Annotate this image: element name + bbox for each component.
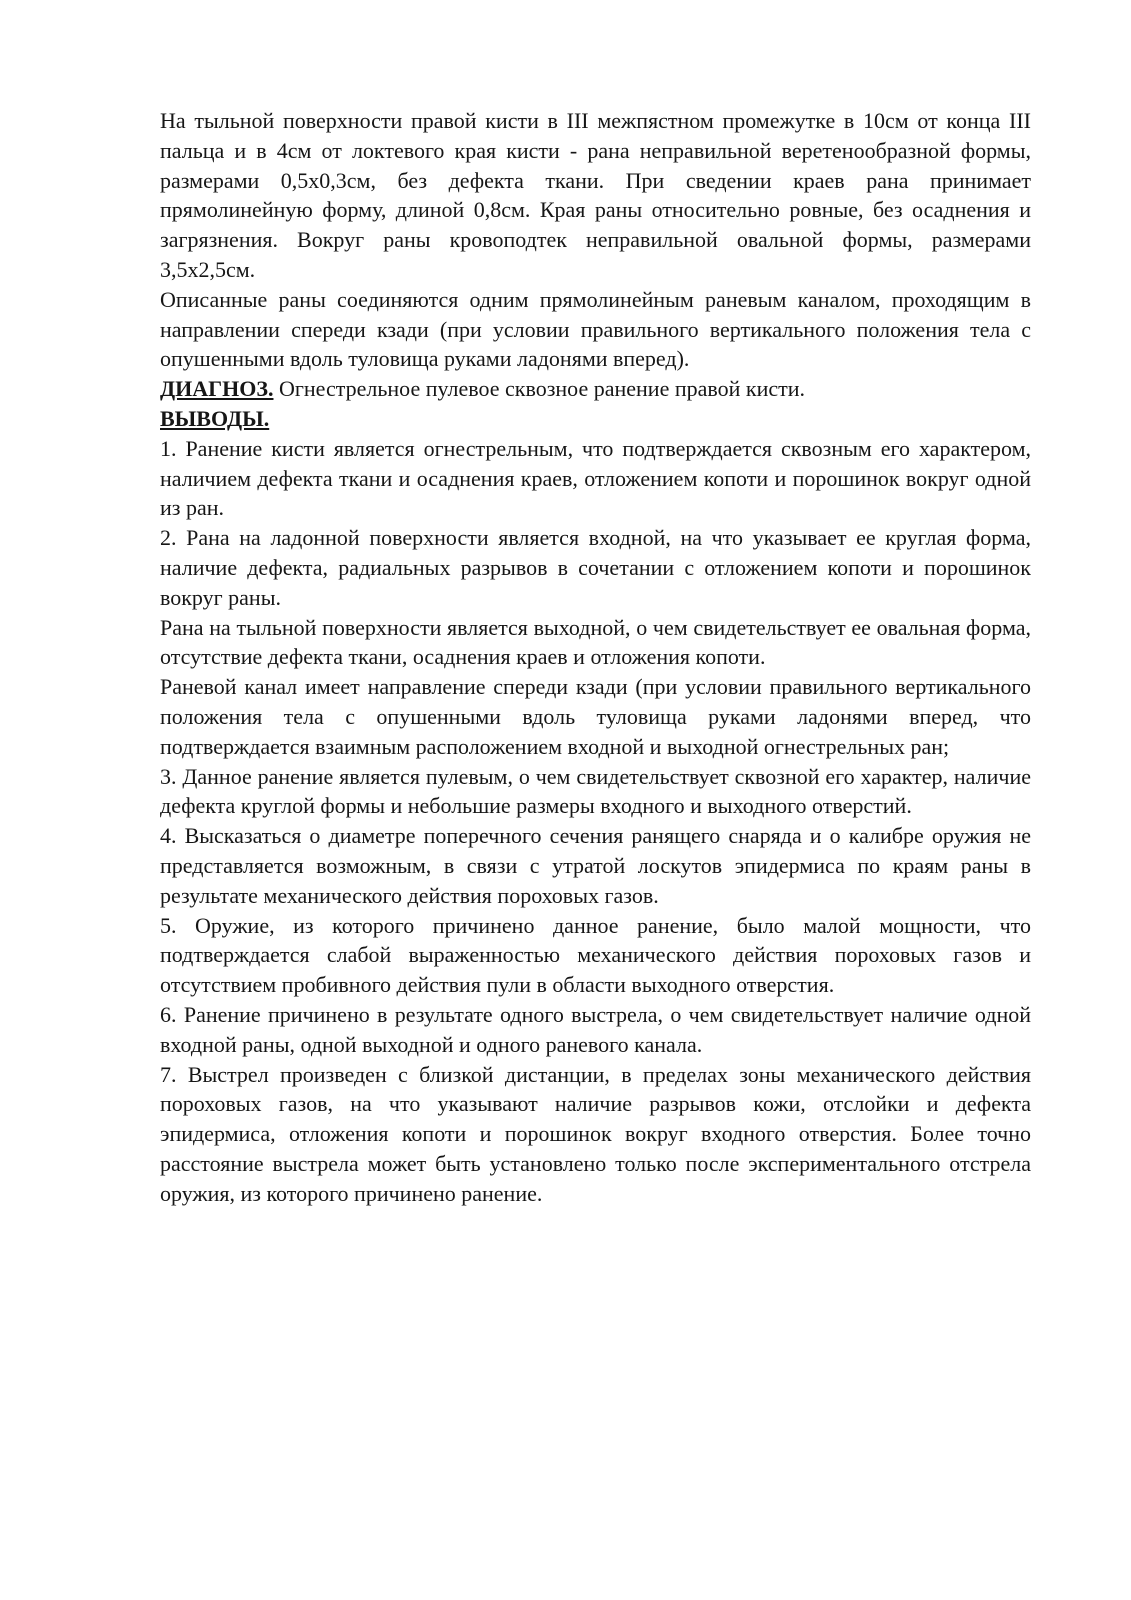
- document-page: [160, 106, 1031, 1208]
- conclusion-paragraph: 1. Ранение кисти является огнестрельным, что подтверждается сквозным его характером, наличием дефекта ткани и осаднения краев, отложением копоти и порошинок вокруг одной из ран.: [160, 435, 1031, 521]
- conclusion-paragraph: 5. Оружие, из которого причинено данное ранение, было малой мощности, что подтверждается слабой выраженностью механического действия пороховых газов и отсутствием пробивного действия пули в области выходного отверстия.: [160, 912, 1031, 998]
- conclusions-heading: ВЫВОДЫ.: [160, 405, 270, 431]
- wound-channel-paragraph: Описанные раны соединяются одним прямолинейным раневым каналом, проходящим в направлении спереди кзади (при условии правильного вертикального положения тела с опушенными вдоль туловища руками ладонями вперед).: [160, 286, 1031, 372]
- conclusion-paragraph: Рана на тыльной поверхности является выходной, о чем свидетельствует ее овальная форма, отсутствие дефекта ткани, осаднения краев и отложения копоти.: [160, 614, 1031, 670]
- conclusion-paragraph: 4. Высказаться о диаметре поперечного сечения ранящего снаряда и о калибре оружия не представляется возможным, в связи с утратой лоскутов эпидермиса по краям раны в результате механического действия пороховых газов.: [160, 823, 1031, 908]
- diagnosis-paragraph: [160, 374, 1031, 404]
- wound-description-paragraph: На тыльной поверхности правой кисти в III межпястном промежутке в 10см от конца III пальца и в 4см от локтевого края кисти - рана неправильной веретенообразной формы, размерами 0,5х0,3см, без дефекта ткани. При сведении краев рана принимает прямолинейную форму, длиной 0,8см. Края раны относительно ровные, без осаднения и загрязнения. Вокруг раны кровоподтек неправильной овальной формы, размерами 3,5х2,5см.: [160, 108, 1031, 282]
- diagnosis-text: Огнестрельное пулевое сквозное ранение правой кисти.: [273, 376, 805, 402]
- conclusion-paragraph: Раневой канал имеет направление спереди кзади (при условии правильного вертикального положения тела с опушенными вдоль туловища руками ладонями вперед, что подтверждается взаимным расположением входной и выходной огнестрельных ран;: [160, 674, 1031, 759]
- conclusion-paragraph: 7. Выстрел произведен с близкой дистанции, в пределах зоны механического действия пороховых газов, на что указывают наличие разрывов кожи, отслойки и дефекта эпидермиса, отложения копоти и порошинок вокруг входного отверстия. Более точно расстояние выстрела может быть установлено только после экспериментального отстрела оружия, из которого причинено ранение.: [160, 1061, 1031, 1206]
- conclusion-paragraph: 2. Рана на ладонной поверхности является входной, на что указывает ее круглая форма, наличие дефекта, радиальных разрывов в сочетании с отложением копоти и порошинок вокруг раны.: [160, 525, 1031, 610]
- diagnosis-heading: ДИАГНОЗ.: [160, 376, 274, 402]
- conclusion-paragraph: 6. Ранение причинено в результате одного выстрела, о чем свидетельствует наличие одной входной раны, одной выходной и одного раневого канала.: [160, 1001, 1031, 1057]
- conclusion-paragraph: 3. Данное ранение является пулевым, о чем свидетельствует сквозной его характер, наличие дефекта круглой формы и небольшие размеры входного и выходного отверстий.: [160, 763, 1031, 819]
